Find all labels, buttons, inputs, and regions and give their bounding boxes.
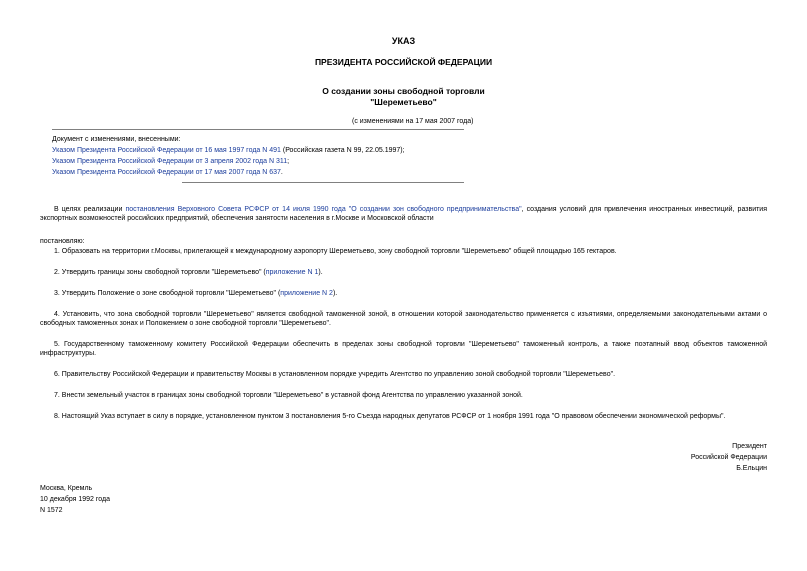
change-item: Указом Президента Российской Федерации от 16 мая 1997 года N 491 (Российская газета N 99, 22.05.1997); — [52, 147, 405, 154]
item-1: 1. Образовать на территории г.Москвы, прилегающей к международному аэропорту Шереметьево, зону свободной торговли "Шереметьево" общей площадью 165 гектаров. — [54, 248, 617, 255]
item-8: 8. Настоящий Указ вступает в силу в порядке, установленном пунктом 3 постановления 5-го Съезда народных депутатов РСФСР от 1 ноября 1991 года "О правовом обеспечении экономической реформы". — [54, 413, 726, 420]
footer-place: Москва, Кремль — [40, 485, 93, 492]
doc-heading-line2: "Шереметьево" — [370, 97, 437, 107]
change-item: Указом Президента Российской Федерации от 17 мая 2007 года N 637. — [52, 169, 283, 176]
item-6: 6. Правительству Российской Федерации и правительству Москвы в установленном порядке учредить Агентство по управлению зоной свободной торговли "Шереметьево". — [54, 371, 616, 378]
item-3: 3. Утвердить Положение о зоне свободной торговли "Шереметьево" (приложение N 2). — [54, 290, 338, 297]
signature-name: Б.Ельцин — [736, 465, 767, 472]
appendix-1-link[interactable]: приложение N 1 — [265, 269, 319, 276]
item-2: 2. Утвердить границы зоны свободной торговли "Шереметьево" (приложение N 1). — [54, 269, 323, 276]
change-item: Указом Президента Российской Федерации от 3 апреля 2002 года N 311; — [52, 158, 290, 165]
signature-country: Российской Федерации — [690, 454, 767, 461]
divider-bottom — [182, 182, 464, 183]
signature-title: Президент — [732, 443, 767, 450]
amendment-note: (с изменениями на 17 мая 2007 года) — [352, 118, 474, 125]
resolve-label: постановляю: — [40, 238, 85, 245]
change-link-2007[interactable]: Указом Президента Российской Федерации от 17 мая 2007 года N 637 — [52, 169, 281, 176]
footer-date: 10 декабря 1992 года — [40, 496, 111, 503]
change-link-2002[interactable]: Указом Президента Российской Федерации от 3 апреля 2002 года N 311 — [52, 158, 288, 165]
item-5: 5. Государственному таможенному комитету Российской Федерации обеспечить в пределах зоны свободной торговли "Шереметьево" таможенный контроль, а также поэтапный ввод объектов таможенной инфраструктуры. — [40, 341, 767, 358]
doc-title: УКАЗ — [391, 36, 416, 46]
preamble: В целях реализации постановления Верховного Совета РСФСР от 14 июля 1990 года "О создании зон свободного предпринимательства", создания условий для привлечения иностранных инвестиций, развития экспортных возможностей российских предприятий, обеспечения занятости населения в г.Москве и Московской области — [40, 206, 768, 223]
change-link-1997[interactable]: Указом Президента Российской Федерации от 16 мая 1997 года N 491 — [52, 147, 281, 154]
item-4: 4. Установить, что зона свободной торговли "Шереметьево" является свободной таможенной зоной, в отношении которой законодательство применяется с изъятиями, определяемыми законодательными актами о свободных таможенных зонах и Положением о зоне свободной торговли "Шереметьево". — [40, 311, 767, 328]
doc-subtitle: ПРЕЗИДЕНТА РОССИЙСКОЙ ФЕДЕРАЦИИ — [314, 57, 493, 67]
changes-intro: Документ с изменениями, внесенными: — [52, 136, 181, 143]
preamble-link-1990[interactable]: постановления Верховного Совета РСФСР от 14 июля 1990 года "О создании зон свободного предпринимательства" — [125, 206, 522, 213]
divider-top — [52, 129, 464, 130]
item-7: 7. Внести земельный участок в границах зоны свободной торговли "Шереметьево" в уставной фонд Агентства по управлению указанной зоной. — [54, 392, 523, 399]
doc-heading-line1: О создании зоны свободной торговли — [322, 86, 485, 96]
appendix-2-link[interactable]: приложение N 2 — [280, 290, 333, 297]
footer-number: N 1572 — [40, 507, 63, 514]
